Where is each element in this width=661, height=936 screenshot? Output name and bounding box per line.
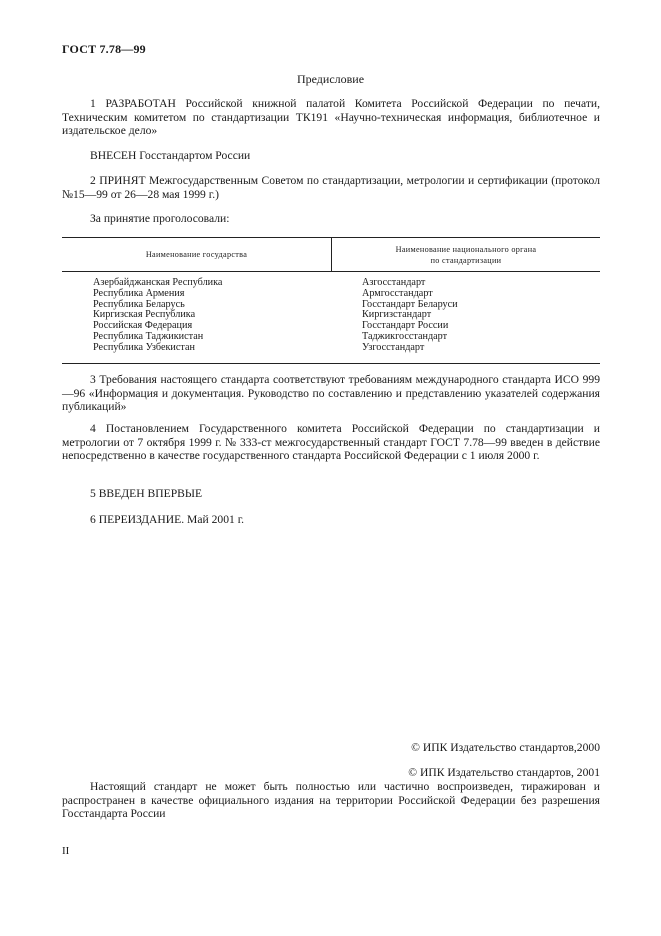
paragraph-reissue: 6 ПЕРЕИЗДАНИЕ. Май 2001 г.: [90, 513, 245, 526]
state-cell: Российская Федерация: [93, 320, 193, 332]
paragraph-resolution: 4 Постановлением Государственного комитета Российской Федерации по стандартизации и метрологии от 7 октября 1999 г. № 333-ст межгосударственный стандарт ГОСТ 7.78—99 введен в действие непосредственно в качестве государственного стандарта Российской Федерации с 1 июля 2000 г.: [62, 422, 600, 462]
paragraph-developed: 1 РАЗРАБОТАН Российской книжной палатой Комитета Российской Федерации по печати, Техническим комитетом по стандартизации ТК191 «Научно-техническая информация, библиотечное и издательское дело»: [62, 97, 600, 137]
page-number: II: [62, 845, 70, 857]
table-row: [62, 289, 600, 300]
body-cell: Узгосстандарт: [362, 341, 425, 353]
state-cell: Киргизская Республика: [93, 309, 196, 321]
state-cell: Республика Армения: [93, 287, 185, 299]
state-cell: Азербайджанская Республика: [93, 277, 223, 288]
state-cell: Республика Таджикистан: [93, 330, 204, 342]
state-cell: Республика Беларусь: [93, 298, 185, 310]
body-cell: Госстандарт Беларуси: [362, 298, 458, 310]
copyright-2000: © ИПК Издательство стандартов,2000: [411, 741, 600, 754]
reproduction-notice: Настоящий стандарт не может быть полностью или частично воспроизведен, тиражирован и распространен в качестве официального издания на территории Российской Федерации без разрешения Госстандарта России: [62, 780, 600, 820]
paragraph-adopted: 2 ПРИНЯТ Межгосударственным Советом по стандартизации, метрологии и сертификации (протокол №15—99 от 26—28 мая 1999 г.): [62, 174, 600, 201]
preface-title: Предисловие: [296, 72, 365, 86]
body-cell: Азгосстандарт: [362, 277, 426, 288]
table-row: [62, 343, 600, 354]
body-cell: Таджикгосстандарт: [362, 330, 448, 342]
header-state: Наименование государства: [145, 250, 248, 259]
paragraph-first-introduced: 5 ВВЕДЕН ВПЕРВЫЕ: [90, 487, 203, 500]
state-cell: Республика Узбекистан: [93, 341, 195, 353]
body-cell: Киргизстандарт: [362, 309, 432, 321]
header-national-body: Наименование национального органа по стандартизации: [395, 244, 537, 265]
paragraph-iso-compliance: 3 Требования настоящего стандарта соответствуют требованиям международного стандарта ИСО 999—96 «Информация и документация. Руководство по составлению и представлению указателей содержания публикаций»: [62, 373, 600, 413]
voting-table: [62, 237, 600, 364]
body-cell: Армгосстандарт: [362, 287, 433, 299]
copyright-2001: © ИПК Издательство стандартов, 2001: [408, 766, 600, 779]
paragraph-introduced: ВНЕСЕН Госстандартом России: [90, 149, 251, 162]
table-header: [62, 238, 600, 272]
standard-code: ГОСТ 7.78—99: [62, 42, 146, 56]
paragraph-voted: За принятие проголосовали:: [90, 212, 230, 225]
body-cell: Госстандарт России: [362, 320, 449, 332]
table-body: [62, 278, 600, 354]
